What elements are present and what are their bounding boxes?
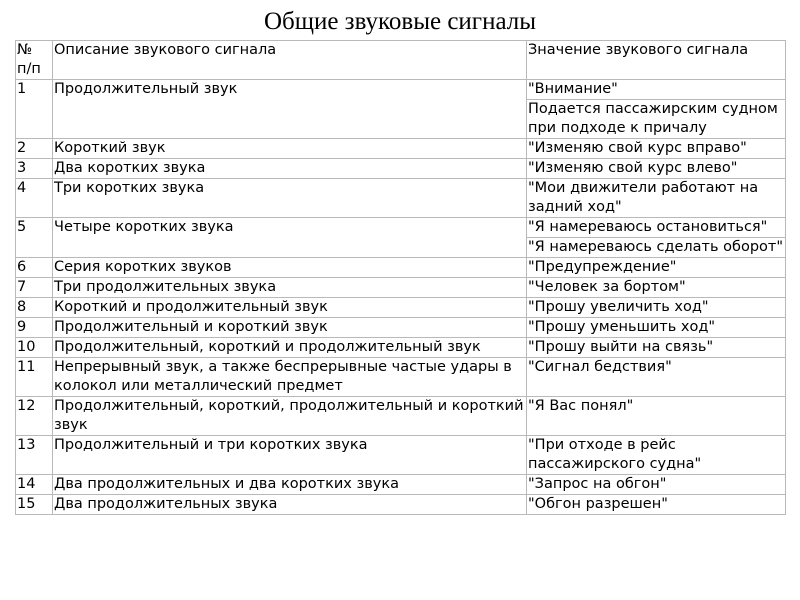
signal-meaning-cell: "Внимание" — [527, 80, 786, 100]
row-number-cell: 10 — [16, 338, 53, 358]
header-cell-num: № п/п — [16, 41, 53, 80]
row-number-cell: 4 — [16, 179, 53, 218]
signal-meaning-cell: "Предупреждение" — [527, 258, 786, 278]
page-title: Общие звуковые сигналы — [263, 8, 537, 35]
table-row — [16, 80, 786, 100]
table-row — [16, 159, 786, 179]
row-number-cell: 2 — [16, 139, 53, 159]
signals-table — [15, 40, 786, 515]
row-number-cell: 15 — [16, 495, 53, 515]
signal-meaning-cell: Подается пассажирским судном при подходе к причалу — [527, 100, 786, 139]
signal-meaning-cell: "Сигнал бедствия" — [527, 358, 786, 397]
table-row — [16, 397, 786, 436]
table-row — [16, 436, 786, 475]
signal-description-cell: Четыре коротких звука — [53, 218, 527, 258]
signal-meaning-cell: "Запрос на обгон" — [527, 475, 786, 495]
table-row — [16, 179, 786, 218]
header-cell-desc: Описание звукового сигнала — [53, 41, 527, 80]
signal-meaning-cell: "Обгон разрешен" — [527, 495, 786, 515]
signal-meaning-cell: "Я Вас понял" — [527, 397, 786, 436]
signal-meaning-cell: "Я намереваюсь остановиться" — [527, 218, 786, 238]
signal-description-cell: Серия коротких звуков — [53, 258, 527, 278]
row-number-cell: 11 — [16, 358, 53, 397]
row-number-cell: 5 — [16, 218, 53, 258]
signal-meaning-cell: "Прошу выйти на связь" — [527, 338, 786, 358]
signal-description-cell: Короткий звук — [53, 139, 527, 159]
signal-meaning-cell: "Человек за бортом" — [527, 278, 786, 298]
signal-meaning-cell: "Изменяю свой курс влево" — [527, 159, 786, 179]
signal-description-cell: Продолжительный, короткий, продолжительный и короткий звук — [53, 397, 527, 436]
signal-meaning-cell: "Прошу уменьшить ход" — [527, 318, 786, 338]
signal-meaning-cell: "Изменяю свой курс вправо" — [527, 139, 786, 159]
signals-table-body — [16, 41, 786, 515]
row-number-cell: 13 — [16, 436, 53, 475]
signal-description-cell: Два коротких звука — [53, 159, 527, 179]
signal-description-cell: Продолжительный, короткий и продолжительный звук — [53, 338, 527, 358]
signal-description-cell: Продолжительный и три коротких звука — [53, 436, 527, 475]
table-row — [16, 278, 786, 298]
signal-description-cell: Непрерывный звук, а также беспрерывные частые удары в колокол или металлический предмет — [53, 358, 527, 397]
table-row — [16, 358, 786, 397]
table-row — [16, 139, 786, 159]
signal-description-cell: Три продолжительных звука — [53, 278, 527, 298]
table-row — [16, 475, 786, 495]
signal-description-cell: Два продолжительных и два коротких звука — [53, 475, 527, 495]
row-number-cell: 14 — [16, 475, 53, 495]
table-row — [16, 318, 786, 338]
header-cell-mean: Значение звукового сигнала — [527, 41, 786, 80]
signal-meaning-cell: "Я намереваюсь сделать оборот" — [527, 238, 786, 258]
table-row — [16, 218, 786, 238]
signal-meaning-cell: "При отходе в рейс пассажирского судна" — [527, 436, 786, 475]
table-row — [16, 258, 786, 278]
signal-meaning-cell: "Мои движители работают на задний ход" — [527, 179, 786, 218]
table-row — [16, 298, 786, 318]
row-number-cell: 8 — [16, 298, 53, 318]
table-header-row — [16, 41, 786, 80]
row-number-cell: 6 — [16, 258, 53, 278]
table-row — [16, 338, 786, 358]
signal-description-cell: Продолжительный и короткий звук — [53, 318, 527, 338]
signal-description-cell: Три коротких звука — [53, 179, 527, 218]
signal-description-cell: Короткий и продолжительный звук — [53, 298, 527, 318]
row-number-cell: 12 — [16, 397, 53, 436]
row-number-cell: 1 — [16, 80, 53, 139]
row-number-cell: 3 — [16, 159, 53, 179]
row-number-cell: 7 — [16, 278, 53, 298]
signal-description-cell: Два продолжительных звука — [53, 495, 527, 515]
row-number-cell: 9 — [16, 318, 53, 338]
signal-description-cell: Продолжительный звук — [53, 80, 527, 139]
table-row — [16, 495, 786, 515]
signal-meaning-cell: "Прошу увеличить ход" — [527, 298, 786, 318]
